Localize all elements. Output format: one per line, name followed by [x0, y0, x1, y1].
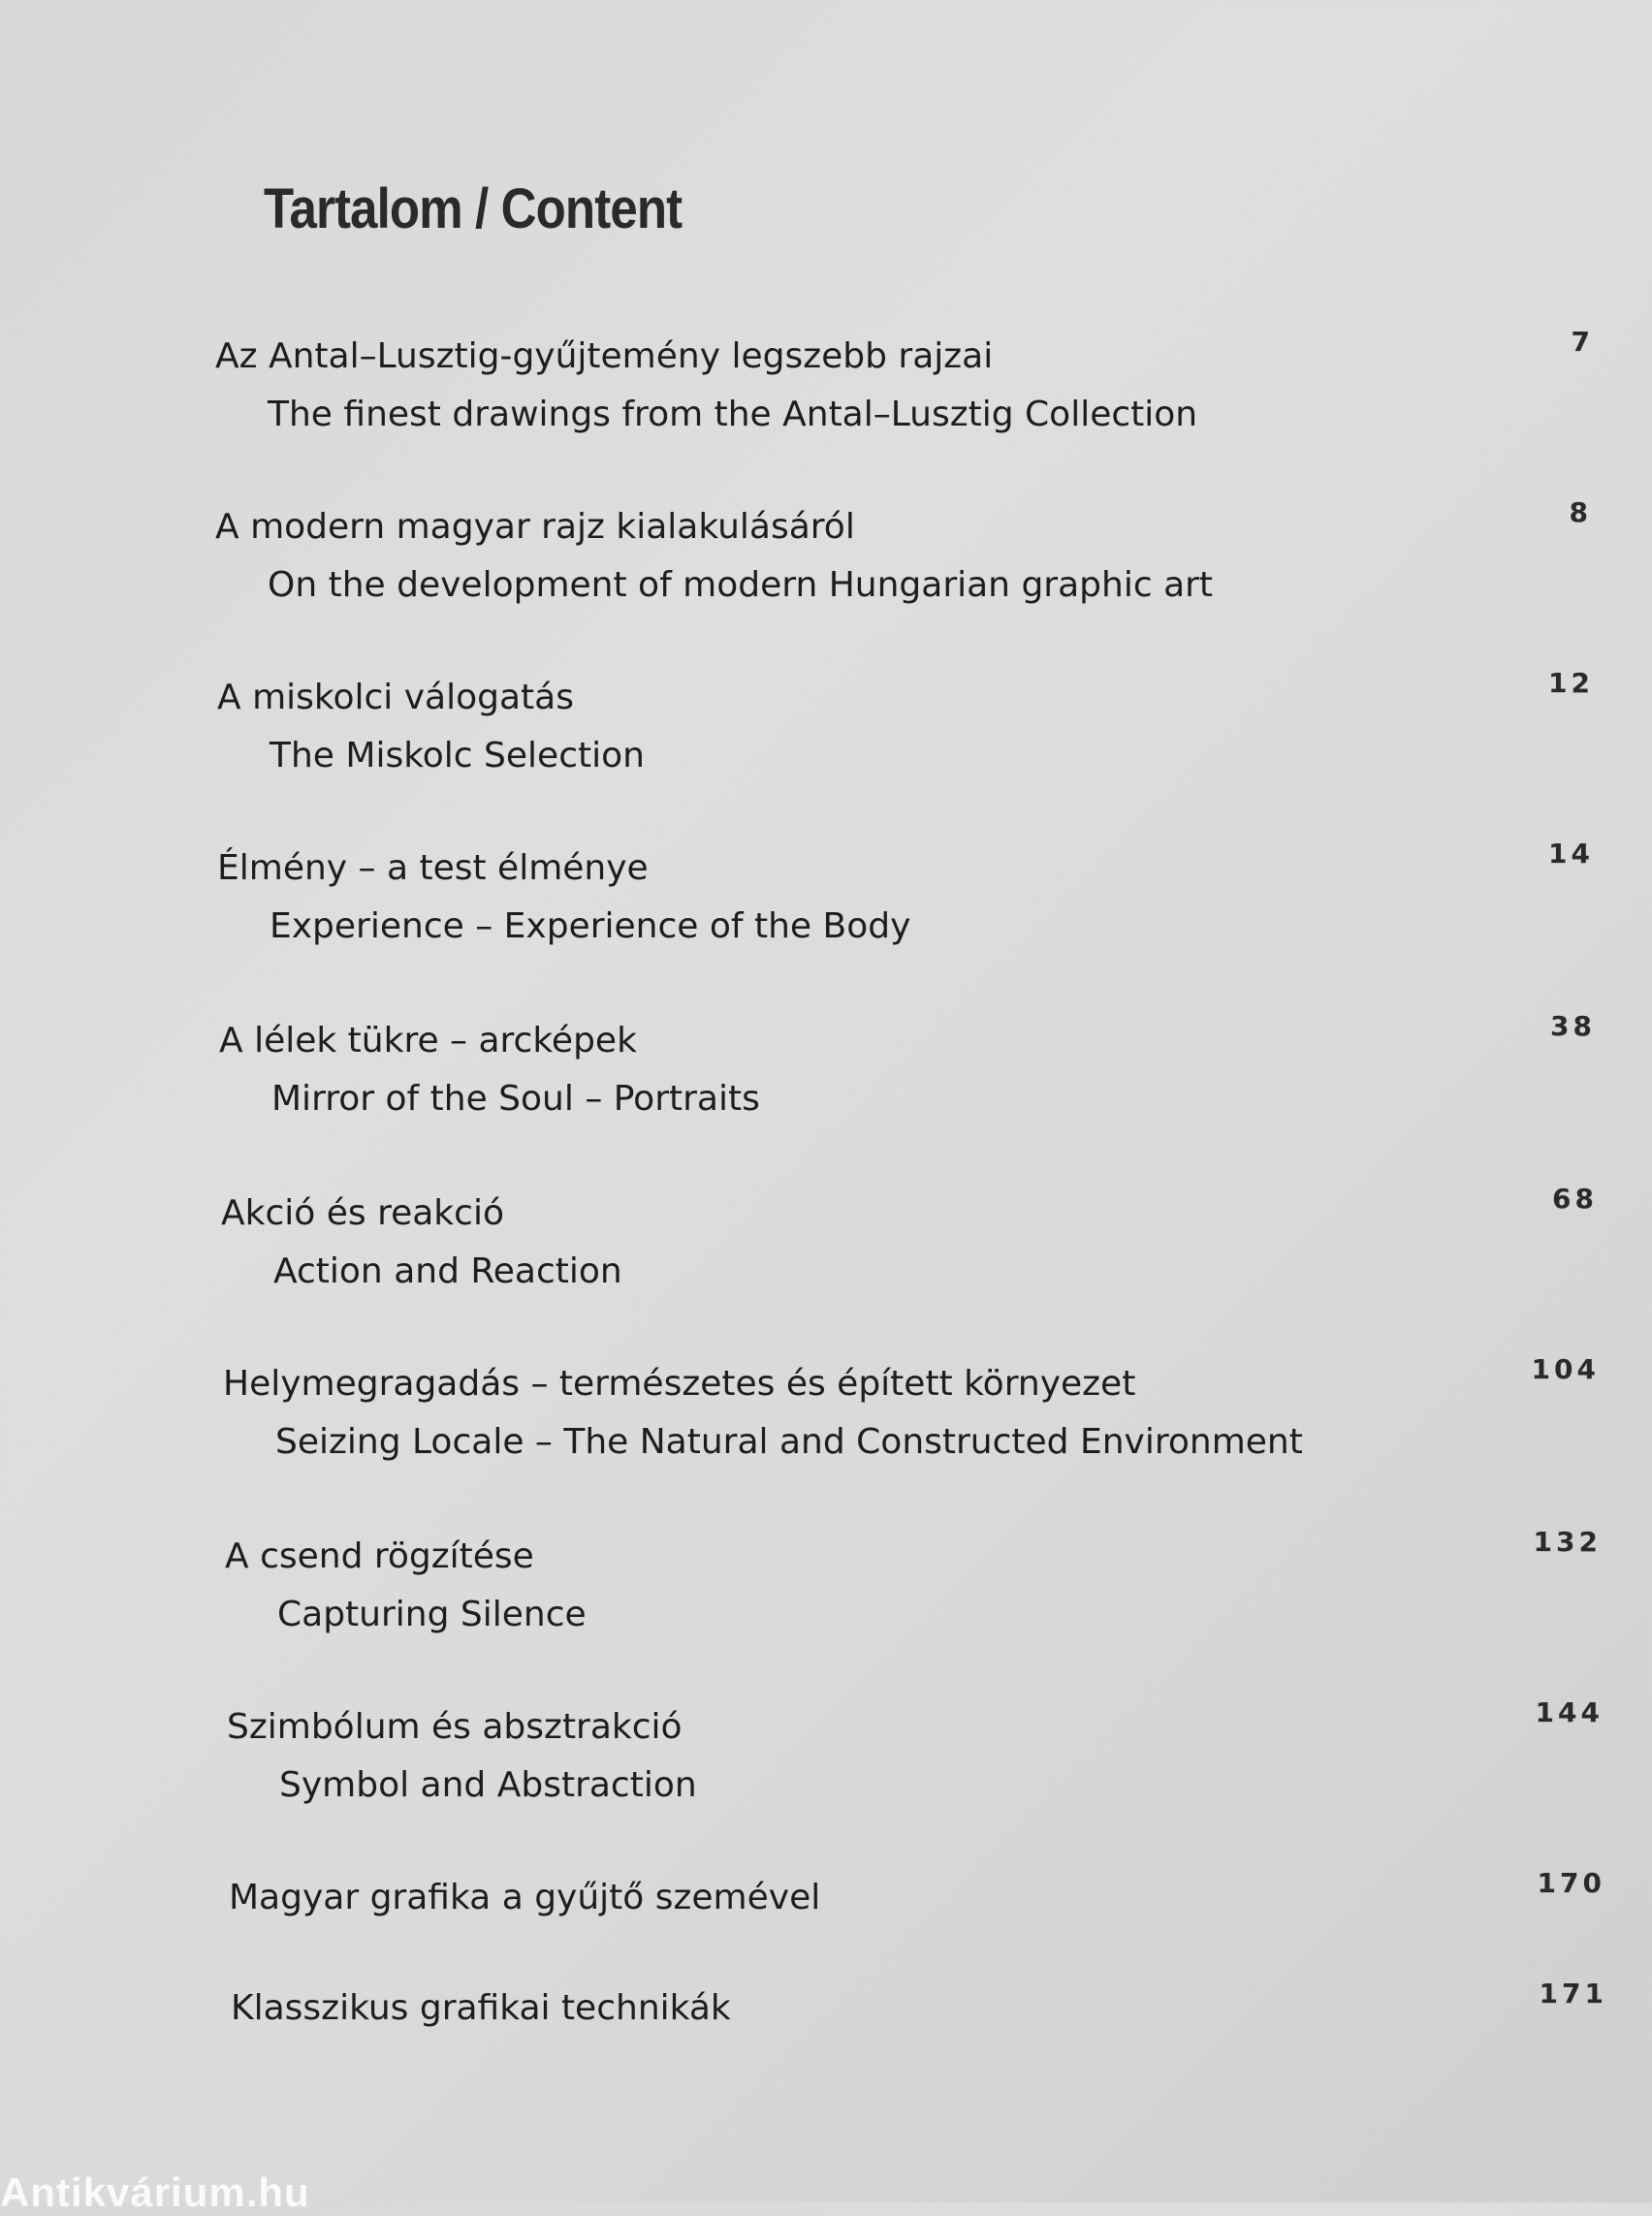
entry-title-hu: Magyar grafika a gyűjtő szemével — [229, 1878, 821, 1917]
page-number: 8 — [1569, 496, 1592, 528]
entry-title-hu: Az Antal–Lusztig-gyűjtemény legszebb rajzai — [215, 336, 994, 376]
page-number: 38 — [1550, 1010, 1596, 1042]
entry-title-en: Seizing Locale – The Natural and Constructed Environment — [275, 1422, 1303, 1462]
toc-entry — [227, 1696, 1604, 1842]
entry-title-en: Mirror of the Soul – Portraits — [271, 1079, 760, 1119]
entry-title-hu: Helymegragadás – természetes és épített környezet — [223, 1364, 1136, 1404]
toc-entry — [217, 667, 1594, 812]
toc-entry — [231, 1978, 1607, 2123]
entry-title-hu: A modern magyar rajz kialakulásáról — [215, 507, 855, 547]
entry-title-hu: A lélek tükre – arcképek — [219, 1021, 637, 1061]
toc-entry — [215, 326, 1594, 471]
entry-title-en: Symbol and Abstraction — [279, 1765, 697, 1805]
entry-title-en: Action and Reaction — [273, 1251, 622, 1291]
toc-entry — [215, 496, 1592, 642]
entry-title-en: The finest drawings from the Antal–Lusztig Collection — [268, 395, 1198, 434]
toc-entry — [221, 1183, 1598, 1328]
page-number: 14 — [1548, 838, 1594, 870]
toc-entry — [225, 1526, 1602, 1671]
entry-title-hu: Szimbólum és absztrakció — [227, 1707, 683, 1747]
entry-title-en: Experience – Experience of the Body — [270, 906, 911, 946]
entry-title-hu: Akció és reakció — [221, 1193, 504, 1233]
page-number: 7 — [1571, 326, 1594, 358]
page-number: 132 — [1533, 1526, 1602, 1558]
page-title: Tartalom / Content — [264, 177, 683, 240]
page-number: 104 — [1531, 1353, 1600, 1385]
entry-title-en: The Miskolc Selection — [270, 736, 645, 776]
page-number: 12 — [1548, 667, 1594, 699]
entry-title-en: Capturing Silence — [277, 1595, 587, 1634]
entry-title-hu: Klasszikus grafikai technikák — [231, 1988, 731, 2028]
entry-title-en: On the development of modern Hungarian graphic art — [268, 565, 1214, 605]
entry-title-hu: A csend rögzítése — [225, 1536, 534, 1576]
toc-entry — [223, 1353, 1600, 1499]
watermark: Antikvárium.hu — [0, 2169, 310, 2215]
page-number: 68 — [1552, 1183, 1598, 1215]
toc-entry — [217, 838, 1594, 983]
page-number: 170 — [1537, 1867, 1605, 1899]
entry-title-hu: Élmény – a test élménye — [217, 848, 649, 888]
entry-title-hu: A miskolci válogatás — [217, 678, 574, 717]
page-number: 171 — [1539, 1978, 1607, 2010]
toc-entry — [219, 1010, 1596, 1155]
page-number: 144 — [1535, 1696, 1604, 1728]
